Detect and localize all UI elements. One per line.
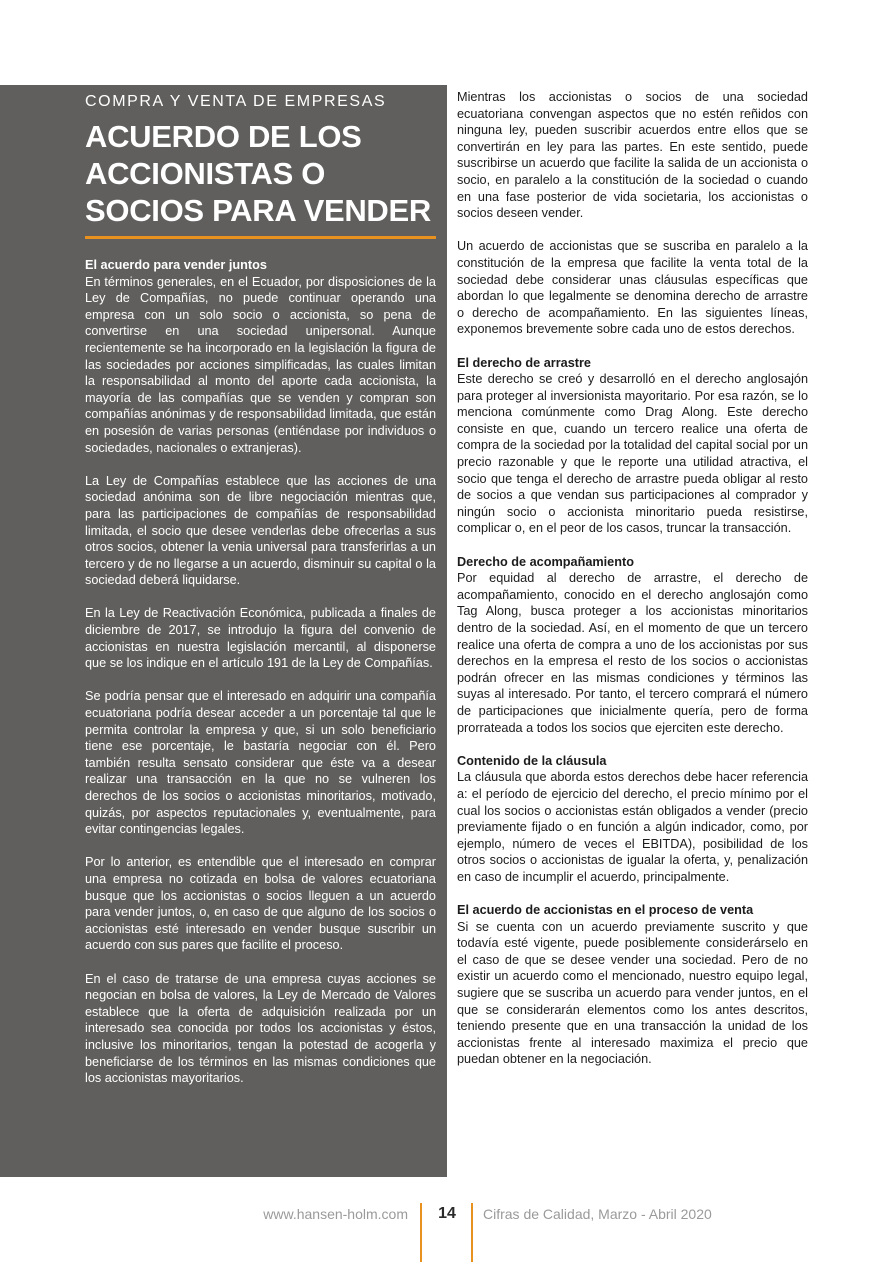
title-divider <box>85 236 436 239</box>
subhead-arrastre: El derecho de arrastre <box>457 355 591 370</box>
left-paragraph: En la Ley de Reactivación Económica, publicada a finales de diciembre de 2017, se introdujo la figura del convenio de accionistas en nuestra legislación mercantil, al disponerse que se los indique en el artículo 191 de la Ley de Compañías. <box>85 606 436 671</box>
footer-divider-right <box>471 1203 473 1262</box>
left-paragraph <box>85 257 436 456</box>
right-column-text <box>457 89 808 1085</box>
left-paragraph: Por lo anterior, es entendible que el interesado en comprar una empresa no cotizada en bolsa de valores ecuatoriana busque que los accionistas o socios lleguen a un acuerdo para vender juntos, o, en caso de que alguno de los socios o accionistas esté interesado en vender busque suscribir un acuerdo con sus pares que facilite el proceso. <box>85 855 436 953</box>
paragraph-text: En términos generales, en el Ecuador, por disposiciones de la Ley de Compañías, no puede continuar operando una empresa con un solo socio o accionista, so pena de convertirse en una sociedad unipersonal. Aunque recientemente se ha incorporado en la legislación la figura de las sociedades por acciones simplificadas, las cuales limitan la responsabilidad al monto del aporte cada accionista, la mayoría de las compañías que se venden y compran son compañías anónimas y de responsabilidad limitada, que están en posesión de varias personas (entiéndase por individuos o sociedades, nacionales o extranjeras). <box>85 274 436 455</box>
paragraph-text: Por equidad al derecho de arrastre, el derecho de acompañamiento, conocido en el derecho anglosajón como Tag Along, busca proteger a los accionistas minoritarios dentro de la sociedad. Así, en el momento de que un tercero realice una oferta de compra a uno de los accionistas por sus derechos en la empresa el resto de los socios o accionistas podrán ofrecer en las mismas condiciones y términos las suyas al interesado. Por tanto, el tercero comprará el número de participaciones que inicialmente quería, pero de forma prorrateada a todos los socios que ejerciten este derecho. <box>457 571 808 735</box>
right-paragraph: Un acuerdo de accionistas que se suscriba en paralelo a la constitución de la empresa que facilite la venta total de la sociedad debe considerar unas cláusulas específicas que abordan lo que legalmente se denomina derecho de arrastre o derecho de acompañamiento. En las siguientes líneas, exponemos brevemente sobre cada uno de estos derechos. <box>457 239 808 337</box>
subhead-vender-juntos: El acuerdo para vender juntos <box>85 258 267 272</box>
left-paragraph: Se podría pensar que el interesado en adquirir una compañía ecuatoriana podría desear acceder a un porcentaje tal que le permita controlar la empresa y que, si un solo beneficiario tiene ese porcentaje, le bastaría negociar con él. Pero también resulta sensato considerar que éste va a desear realizar una transacción en la que no se vulneren los derechos de los socios o accionistas minoritarios, motivado, quizás, por aspectos reputacionales y, eventualmente, para evitar contingencias legales. <box>85 689 436 837</box>
left-column-panel <box>0 85 447 1177</box>
section-acompanamiento <box>457 554 808 737</box>
section-label: COMPRA Y VENTA DE EMPRESAS <box>85 93 387 110</box>
paragraph-text: La cláusula que aborda estos derechos debe hacer referencia a: el período de ejercicio del derecho, el precio mínimo por el cual los socios o accionistas están obligados a vender (precio previamente fijado o en función a algún indicador, como, por ejemplo, número de veces el EBITDA), posibilidad de los otros socios o accionistas de igualar la oferta, y, penalización en caso de incumplir el acuerdo, principalmente. <box>457 770 808 884</box>
paragraph-text: Si se cuenta con un acuerdo previamente suscrito y que todavía esté vigente, puede posiblemente considerárselo en el caso de que se desee vender una sociedad. Pero de no existir un acuerdo como el mencionado, nuestro equipo legal, sugiere que se suscriba un acuerdo para vender juntos, en el que se considerarán elementos como los antes descritos, teniendo presente que en una transacción la unidad de los accionistas frente al interesado maximiza el precio que puedan obtener en la negociación. <box>457 919 808 1067</box>
section-proceso-venta <box>457 902 808 1068</box>
left-paragraph: La Ley de Compañías establece que las acciones de una sociedad anónima son de libre negociación mientras que, para las participaciones de compañías de responsabilidad limitada, el socio que desee venderlas debe ofrecerlas a sus otros socios, obtener la venia universal para transferirlas a un tercero y de no llegarse a un acuerdo, disminuir su capital o la sociedad deberá liquidarse. <box>85 473 436 588</box>
footer-website: www.hansen-holm.com <box>263 1206 408 1222</box>
right-paragraph: Mientras los accionistas o socios de una sociedad ecuatoriana convengan aspectos que no estén reñidos con ninguna ley, pueden suscribir acuerdos entre ellos que se convertirán en ley para las partes. En este sentido, puede suscribirse un acuerdo que facilite la salida de un accionista o socio, en paralelo a la constitución de la sociedad o cuando en una fase posterior de vida societaria, los accionistas o socios deseen vender. <box>457 90 808 221</box>
left-column-text <box>85 257 436 1103</box>
subhead-clausula: Contenido de la cláusula <box>457 753 607 768</box>
article-title: ACUERDO DE LOS ACCIONISTAS O SOCIOS PARA VENDER <box>85 119 431 228</box>
left-paragraph: En el caso de tratarse de una empresa cuyas acciones se negocian en bolsa de valores, la Ley de Mercado de Valores establece que la oferta de adquisición realizada por un interesado sea conocida por todos los accionistas y éstos, inclusive los minoritarios, tengan la potestad de acogerla y beneficiarse de los términos en las mismas condiciones que los accionistas mayoritarios. <box>85 971 436 1086</box>
paragraph-text: Este derecho se creó y desarrolló en el derecho anglosajón para proteger al inversionista mayoritario. Por esa razón, se lo menciona comúnmente como Drag Along. Este derecho consiste en que, cuando un tercero realice una oferta de compra de la sociedad por la totalidad del capital social por un precio razonable y que le reporte una utilidad atractiva, el socio que tenga el derecho de arrastre pueda obligar al resto de socios a que vendan sus participaciones al comprador y ningún socio o accionista minoritario pueda resistirse, complicar o, en el peor de los casos, truncar la transacción. <box>457 372 808 536</box>
section-arrastre <box>457 355 808 538</box>
section-clausula <box>457 753 808 886</box>
subhead-proceso-venta: El acuerdo de accionistas en el proceso de venta <box>457 903 754 918</box>
page-number: 14 <box>438 1205 456 1222</box>
subhead-acompanamiento: Derecho de acompañamiento <box>457 554 634 569</box>
footer-publication: Cifras de Calidad, Marzo - Abril 2020 <box>483 1206 712 1222</box>
